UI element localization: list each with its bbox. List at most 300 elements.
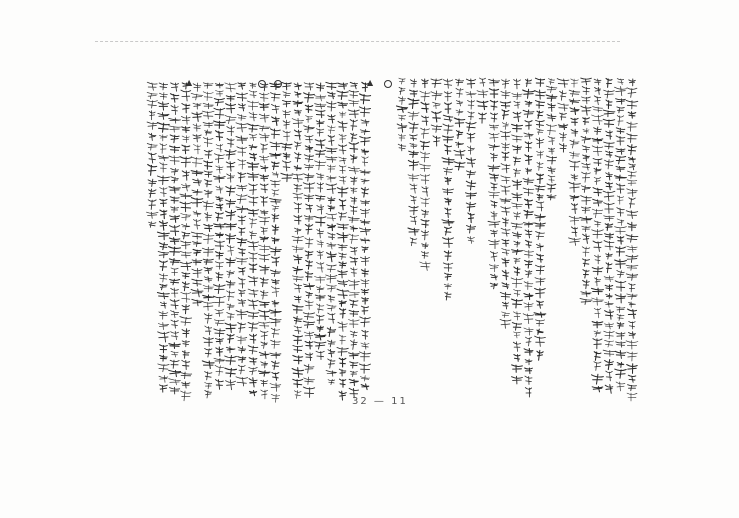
handwritten-glyph bbox=[169, 156, 180, 165]
handwritten-glyph bbox=[304, 216, 313, 222]
handwritten-glyph bbox=[238, 278, 245, 288]
handwritten-glyph bbox=[594, 79, 601, 85]
handwritten-glyph bbox=[337, 224, 348, 230]
handwritten-glyph bbox=[215, 83, 223, 88]
handwritten-glyph bbox=[604, 331, 615, 339]
handwritten-glyph bbox=[170, 146, 180, 153]
handwritten-glyph bbox=[456, 131, 462, 139]
handwritten-glyph bbox=[304, 332, 314, 339]
handwritten-glyph bbox=[272, 361, 280, 370]
handwritten-glyph bbox=[272, 280, 280, 285]
handwritten-glyph bbox=[627, 246, 638, 253]
handwritten-glyph bbox=[260, 290, 268, 299]
handwritten-glyph bbox=[191, 170, 203, 175]
handwritten-glyph bbox=[361, 200, 370, 206]
handwritten-glyph bbox=[595, 277, 601, 286]
handwritten-glyph bbox=[431, 91, 442, 100]
handwritten-glyph bbox=[629, 321, 636, 329]
handwritten-glyph bbox=[548, 148, 554, 154]
handwritten-glyph bbox=[569, 161, 580, 171]
handwritten-glyph bbox=[304, 377, 315, 384]
handwritten-glyph bbox=[259, 265, 269, 274]
handwritten-glyph bbox=[571, 118, 578, 125]
handwritten-glyph bbox=[536, 232, 545, 240]
handwritten-glyph bbox=[270, 142, 281, 150]
handwritten-glyph bbox=[340, 379, 346, 387]
handwritten-glyph bbox=[272, 257, 280, 266]
handwritten-glyph bbox=[182, 360, 190, 369]
handwritten-glyph bbox=[616, 342, 626, 348]
handwritten-glyph bbox=[571, 204, 577, 214]
handwritten-glyph bbox=[349, 234, 359, 244]
handwritten-glyph bbox=[293, 101, 303, 107]
handwritten-glyph bbox=[628, 112, 635, 118]
handwritten-glyph bbox=[571, 79, 579, 87]
handwritten-glyph bbox=[270, 318, 282, 326]
handwritten-glyph bbox=[524, 303, 533, 311]
handwritten-glyph bbox=[249, 378, 257, 387]
handwritten-glyph bbox=[339, 301, 346, 307]
handwritten-glyph bbox=[525, 376, 532, 384]
handwritten-glyph bbox=[360, 129, 369, 134]
handwritten-glyph bbox=[524, 328, 533, 336]
handwritten-glyph bbox=[226, 347, 235, 353]
handwritten-glyph bbox=[181, 116, 190, 125]
handwritten-glyph bbox=[160, 210, 167, 219]
handwritten-glyph bbox=[271, 181, 281, 188]
handwritten-glyph bbox=[158, 323, 168, 330]
handwritten-glyph bbox=[236, 93, 247, 101]
handwritten-glyph bbox=[408, 160, 418, 170]
handwritten-glyph bbox=[250, 83, 257, 88]
handwritten-glyph bbox=[181, 214, 191, 221]
handwritten-glyph bbox=[350, 226, 358, 232]
handwritten-glyph bbox=[626, 100, 638, 108]
handwritten-glyph bbox=[315, 110, 325, 118]
handwritten-glyph bbox=[410, 143, 417, 148]
handwritten-glyph bbox=[337, 289, 348, 298]
handwritten-glyph bbox=[261, 227, 268, 234]
handwritten-glyph bbox=[534, 312, 546, 317]
handwritten-glyph bbox=[491, 230, 498, 237]
handwritten-glyph bbox=[582, 146, 590, 153]
handwritten-glyph bbox=[422, 186, 428, 196]
handwritten-glyph bbox=[629, 198, 636, 208]
handwritten-glyph bbox=[272, 117, 280, 126]
handwritten-glyph bbox=[249, 218, 257, 228]
handwritten-glyph bbox=[409, 122, 418, 132]
handwritten-glyph bbox=[501, 186, 510, 195]
handwritten-glyph bbox=[629, 157, 636, 162]
handwritten-glyph bbox=[339, 369, 346, 376]
handwritten-glyph bbox=[420, 152, 430, 162]
handwritten-glyph bbox=[491, 201, 497, 208]
handwritten-glyph bbox=[628, 145, 637, 155]
handwritten-glyph bbox=[216, 186, 223, 193]
handwritten-glyph bbox=[326, 82, 337, 89]
handwritten-glyph bbox=[272, 172, 278, 178]
handwritten-glyph bbox=[513, 312, 520, 320]
handwritten-glyph bbox=[328, 126, 336, 134]
handwritten-glyph bbox=[315, 276, 326, 283]
handwritten-glyph bbox=[408, 228, 419, 235]
handwritten-glyph bbox=[294, 391, 301, 399]
handwritten-glyph bbox=[272, 300, 279, 307]
handwritten-glyph bbox=[205, 130, 212, 135]
handwritten-glyph bbox=[238, 83, 246, 89]
handwritten-glyph bbox=[537, 174, 544, 184]
handwritten-glyph bbox=[605, 301, 614, 307]
handwritten-glyph bbox=[339, 112, 346, 118]
handwritten-glyph bbox=[627, 364, 638, 374]
handwritten-glyph bbox=[192, 189, 202, 195]
handwritten-glyph bbox=[408, 174, 419, 181]
handwritten-glyph bbox=[170, 360, 179, 368]
handwritten-glyph bbox=[502, 143, 510, 151]
handwritten-glyph bbox=[305, 353, 312, 361]
handwritten-glyph bbox=[422, 243, 429, 249]
handwritten-glyph bbox=[445, 273, 452, 280]
handwritten-glyph bbox=[304, 364, 314, 373]
handwritten-glyph bbox=[248, 289, 258, 297]
handwritten-glyph bbox=[260, 237, 269, 242]
handwritten-glyph bbox=[339, 213, 347, 221]
handwritten-glyph bbox=[157, 232, 169, 240]
handwritten-glyph bbox=[537, 162, 543, 170]
handwritten-glyph bbox=[422, 210, 429, 218]
handwritten-glyph bbox=[535, 90, 546, 99]
handwritten-glyph bbox=[169, 259, 179, 265]
handwritten-glyph bbox=[592, 267, 603, 275]
handwritten-glyph bbox=[408, 98, 419, 108]
handwritten-glyph bbox=[328, 359, 335, 368]
handwritten-glyph bbox=[293, 266, 303, 274]
handwritten-glyph bbox=[514, 169, 521, 177]
handwritten-glyph bbox=[443, 136, 454, 143]
handwritten-glyph bbox=[615, 156, 626, 164]
handwritten-glyph bbox=[615, 259, 627, 268]
handwritten-glyph bbox=[216, 166, 223, 174]
handwritten-glyph bbox=[239, 228, 246, 236]
handwritten-glyph bbox=[214, 121, 226, 128]
handwritten-glyph bbox=[260, 93, 270, 102]
handwritten-glyph bbox=[361, 289, 368, 294]
handwritten-glyph bbox=[349, 143, 359, 153]
handwritten-glyph bbox=[260, 184, 268, 193]
handwritten-glyph bbox=[160, 163, 167, 173]
handwritten-glyph bbox=[281, 143, 292, 150]
handwritten-glyph bbox=[467, 225, 476, 233]
handwritten-glyph bbox=[593, 188, 602, 196]
handwritten-glyph bbox=[182, 351, 189, 359]
handwritten-glyph bbox=[293, 193, 303, 200]
handwritten-glyph bbox=[304, 126, 315, 133]
handwritten-glyph bbox=[626, 341, 638, 350]
handwritten-glyph bbox=[606, 131, 613, 140]
handwritten-glyph bbox=[627, 134, 637, 143]
handwritten-glyph bbox=[227, 126, 235, 136]
handwritten-glyph bbox=[560, 91, 567, 101]
handwritten-glyph bbox=[339, 166, 346, 174]
handwritten-glyph bbox=[616, 128, 625, 134]
handwritten-glyph bbox=[326, 274, 337, 283]
handwritten-glyph bbox=[605, 323, 614, 329]
handwritten-glyph bbox=[170, 216, 180, 223]
handwritten-glyph bbox=[171, 207, 179, 213]
handwritten-glyph bbox=[605, 285, 613, 291]
handwritten-glyph bbox=[328, 206, 335, 211]
handwritten-glyph bbox=[398, 115, 405, 121]
handwritten-glyph bbox=[523, 89, 535, 98]
handwritten-glyph bbox=[443, 189, 454, 195]
handwritten-glyph bbox=[443, 238, 454, 248]
handwritten-glyph bbox=[204, 161, 213, 169]
handwritten-glyph bbox=[350, 120, 357, 131]
handwritten-glyph bbox=[616, 247, 626, 256]
handwritten-glyph bbox=[536, 201, 544, 211]
handwritten-glyph bbox=[160, 188, 167, 197]
handwritten-glyph bbox=[327, 305, 336, 311]
handwritten-glyph bbox=[227, 173, 235, 182]
handwritten-glyph bbox=[421, 198, 430, 207]
handwritten-glyph bbox=[158, 102, 168, 110]
handwritten-glyph bbox=[305, 146, 312, 153]
handwritten-glyph bbox=[259, 310, 270, 320]
handwritten-glyph bbox=[512, 135, 523, 142]
handwritten-glyph bbox=[514, 79, 521, 89]
handwritten-glyph bbox=[292, 305, 303, 313]
handwritten-glyph bbox=[169, 370, 181, 376]
handwritten-glyph bbox=[160, 144, 167, 154]
handwritten-glyph bbox=[283, 92, 291, 98]
handwritten-glyph bbox=[215, 262, 223, 270]
handwritten-glyph bbox=[258, 126, 270, 131]
handwritten-glyph bbox=[536, 243, 543, 251]
handwritten-glyph bbox=[227, 312, 235, 320]
handwritten-glyph bbox=[216, 272, 223, 281]
handwritten-glyph bbox=[569, 99, 580, 104]
handwritten-glyph bbox=[628, 309, 637, 318]
handwritten-glyph bbox=[456, 88, 463, 97]
handwritten-glyph bbox=[315, 95, 326, 101]
handwritten-glyph bbox=[203, 92, 213, 101]
handwritten-glyph bbox=[525, 270, 532, 277]
handwritten-glyph bbox=[627, 393, 637, 401]
handwritten-glyph bbox=[316, 83, 324, 91]
handwritten-glyph bbox=[158, 332, 169, 342]
handwritten-glyph bbox=[592, 374, 604, 384]
handwritten-glyph bbox=[225, 368, 237, 377]
handwritten-glyph bbox=[259, 114, 269, 123]
handwritten-glyph bbox=[204, 268, 212, 274]
handwritten-glyph bbox=[525, 359, 532, 365]
handwritten-glyph bbox=[202, 234, 214, 244]
handwritten-glyph bbox=[191, 157, 203, 167]
handwritten-glyph bbox=[524, 282, 533, 290]
handwritten-glyph bbox=[535, 223, 546, 229]
handwritten-glyph bbox=[158, 156, 168, 161]
handwritten-glyph bbox=[159, 385, 167, 392]
handwritten-glyph bbox=[445, 145, 452, 155]
handwritten-glyph bbox=[147, 92, 157, 98]
handwritten-glyph bbox=[248, 276, 258, 286]
handwritten-glyph bbox=[170, 94, 178, 103]
section-mark-triangle: ▲ bbox=[186, 78, 193, 87]
handwritten-glyph bbox=[547, 184, 556, 192]
handwritten-glyph bbox=[159, 221, 167, 231]
handwritten-glyph bbox=[158, 113, 169, 120]
handwritten-glyph bbox=[169, 118, 181, 123]
handwritten-glyph bbox=[514, 355, 520, 362]
handwritten-glyph bbox=[204, 313, 212, 323]
handwritten-glyph bbox=[258, 254, 270, 262]
handwritten-glyph bbox=[443, 115, 453, 122]
handwritten-glyph bbox=[491, 211, 497, 220]
handwritten-glyph bbox=[328, 197, 335, 204]
handwritten-glyph bbox=[326, 214, 337, 221]
handwritten-glyph bbox=[169, 126, 181, 133]
handwritten-glyph bbox=[204, 224, 213, 231]
handwritten-glyph bbox=[226, 186, 236, 196]
handwritten-glyph bbox=[225, 83, 237, 92]
handwritten-glyph bbox=[513, 342, 520, 352]
handwritten-glyph bbox=[171, 168, 179, 175]
handwritten-glyph bbox=[582, 247, 590, 257]
handwritten-glyph bbox=[214, 99, 224, 106]
handwritten-glyph bbox=[421, 220, 429, 228]
handwritten-glyph bbox=[523, 222, 533, 227]
handwritten-glyph bbox=[216, 213, 224, 221]
handwritten-glyph bbox=[491, 153, 498, 161]
handwritten-glyph bbox=[203, 285, 213, 292]
handwritten-glyph bbox=[398, 134, 405, 141]
handwritten-glyph bbox=[629, 332, 636, 339]
handwritten-glyph bbox=[488, 165, 500, 171]
handwritten-glyph bbox=[592, 138, 603, 144]
handwritten-glyph bbox=[238, 357, 246, 363]
handwritten-glyph bbox=[216, 91, 224, 97]
handwritten-glyph bbox=[536, 320, 545, 326]
handwritten-glyph bbox=[546, 124, 556, 134]
handwritten-glyph bbox=[317, 229, 324, 238]
handwritten-glyph bbox=[339, 157, 347, 164]
handwritten-glyph bbox=[182, 145, 190, 154]
handwritten-glyph bbox=[511, 223, 523, 229]
handwritten-glyph bbox=[304, 92, 315, 102]
handwritten-glyph bbox=[317, 205, 324, 215]
handwritten-glyph bbox=[215, 233, 223, 238]
handwritten-glyph bbox=[261, 342, 268, 348]
handwritten-glyph bbox=[626, 235, 638, 243]
handwritten-glyph bbox=[536, 138, 544, 148]
handwritten-glyph bbox=[626, 211, 637, 219]
handwritten-glyph bbox=[605, 224, 613, 231]
handwritten-glyph bbox=[180, 157, 191, 167]
handwritten-glyph bbox=[272, 225, 279, 235]
handwritten-glyph bbox=[349, 379, 358, 385]
handwritten-glyph bbox=[226, 162, 235, 171]
handwritten-glyph bbox=[338, 121, 347, 131]
handwritten-glyph bbox=[181, 90, 191, 101]
handwritten-glyph bbox=[247, 101, 259, 110]
handwritten-glyph bbox=[444, 92, 452, 102]
handwritten-glyph bbox=[193, 83, 201, 91]
handwritten-glyph bbox=[283, 131, 291, 141]
handwritten-glyph bbox=[616, 136, 625, 145]
handwritten-glyph bbox=[592, 209, 603, 218]
handwritten-glyph bbox=[193, 179, 202, 186]
handwritten-glyph bbox=[328, 135, 335, 145]
handwritten-glyph bbox=[147, 82, 157, 90]
handwritten-glyph bbox=[468, 213, 474, 223]
handwritten-glyph bbox=[315, 161, 326, 170]
handwritten-glyph bbox=[604, 90, 615, 98]
handwritten-glyph bbox=[182, 104, 190, 113]
handwritten-glyph bbox=[512, 376, 523, 384]
handwritten-glyph bbox=[159, 83, 167, 90]
handwritten-glyph bbox=[491, 113, 498, 122]
handwritten-glyph bbox=[420, 91, 430, 101]
handwritten-glyph bbox=[617, 314, 624, 320]
handwritten-glyph bbox=[293, 346, 303, 353]
handwritten-glyph bbox=[617, 79, 624, 85]
handwritten-glyph bbox=[502, 79, 510, 88]
handwritten-glyph bbox=[258, 322, 270, 328]
handwritten-glyph bbox=[247, 163, 259, 171]
handwritten-glyph bbox=[328, 313, 335, 323]
handwritten-glyph bbox=[214, 154, 224, 163]
handwritten-glyph bbox=[514, 332, 521, 338]
handwritten-glyph bbox=[361, 149, 368, 155]
handwritten-glyph bbox=[617, 323, 624, 329]
section-mark-triangle: ▲ bbox=[367, 78, 374, 87]
handwritten-glyph bbox=[512, 180, 521, 190]
handwritten-glyph bbox=[489, 133, 499, 142]
handwritten-glyph bbox=[226, 258, 236, 267]
handwritten-glyph bbox=[351, 197, 357, 204]
handwritten-glyph bbox=[582, 87, 590, 95]
handwritten-glyph bbox=[513, 157, 520, 165]
handwritten-glyph bbox=[293, 355, 303, 364]
handwritten-glyph bbox=[270, 247, 282, 255]
handwritten-glyph bbox=[250, 334, 257, 343]
handwritten-glyph bbox=[617, 237, 624, 244]
handwritten-glyph bbox=[157, 123, 169, 133]
handwritten-glyph bbox=[282, 100, 290, 107]
handwritten-glyph bbox=[315, 150, 326, 157]
handwritten-glyph bbox=[489, 264, 498, 271]
handwritten-glyph bbox=[489, 192, 500, 198]
handwritten-glyph bbox=[171, 105, 178, 115]
handwritten-glyph bbox=[170, 135, 179, 143]
handwritten-glyph bbox=[214, 175, 226, 182]
handwritten-glyph bbox=[349, 91, 359, 99]
handwritten-glyph bbox=[202, 111, 214, 119]
handwritten-glyph bbox=[524, 293, 533, 299]
handwritten-glyph bbox=[193, 249, 201, 255]
handwritten-glyph bbox=[304, 283, 315, 289]
handwritten-glyph bbox=[282, 161, 290, 171]
handwritten-glyph bbox=[466, 79, 475, 88]
handwritten-glyph bbox=[606, 172, 613, 180]
handwritten-glyph bbox=[443, 167, 452, 175]
handwritten-glyph bbox=[604, 203, 615, 214]
handwritten-glyph bbox=[294, 228, 301, 234]
handwritten-glyph bbox=[360, 170, 370, 175]
handwritten-glyph bbox=[606, 263, 612, 273]
handwritten-glyph bbox=[502, 110, 509, 119]
handwritten-glyph bbox=[191, 232, 202, 239]
